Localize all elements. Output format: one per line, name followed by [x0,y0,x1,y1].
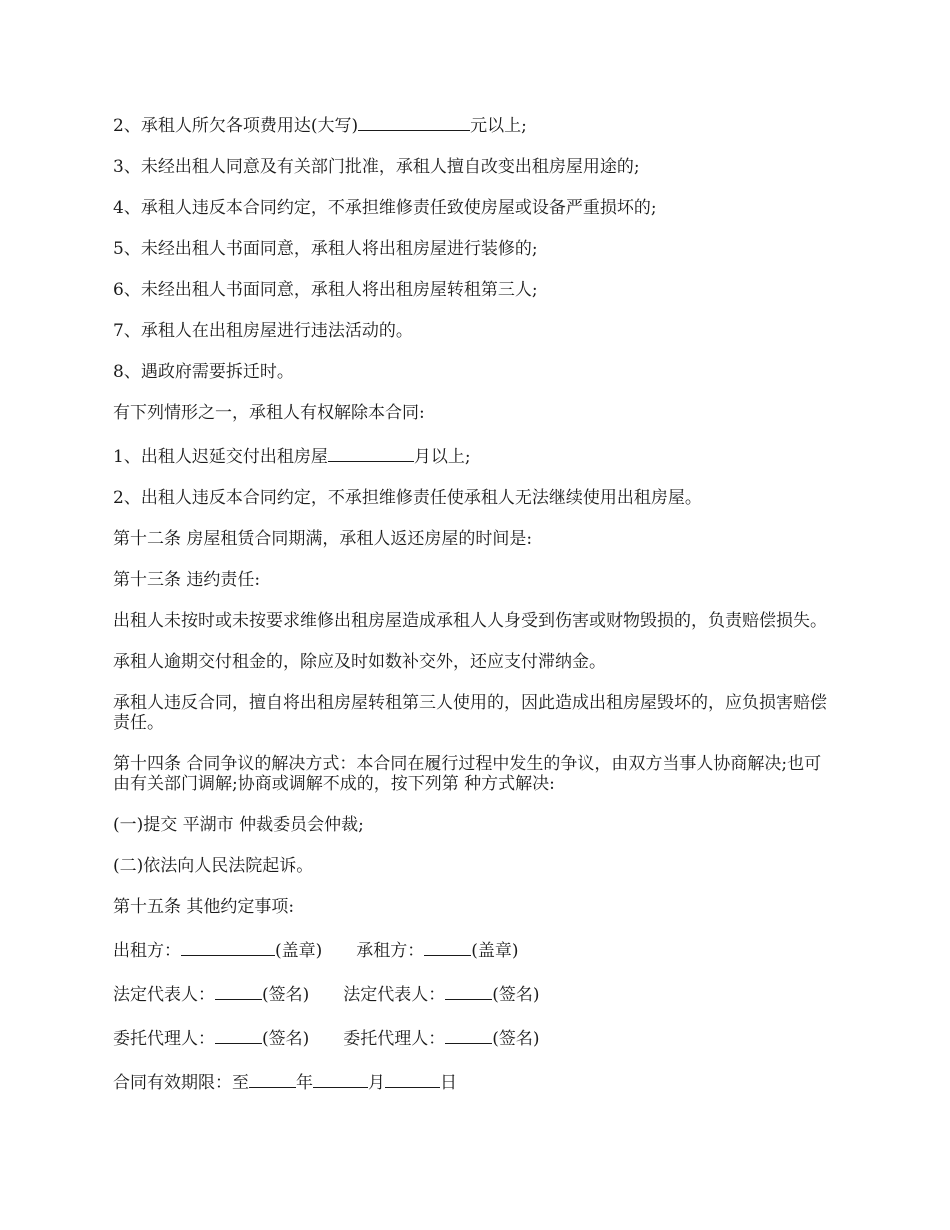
dispute-option-2: (二)依法向人民法院起诉。 [113,856,314,876]
clause-text: 1、出租人迟延交付出租房屋 [113,447,328,467]
lessor-seal-field[interactable] [181,938,275,956]
lessee-label: 承租方： [356,941,425,961]
clause-item-3: 3、未经出租人同意及有关部门批准，承租人擅自改变出租房屋用途的; [113,157,640,177]
article-12: 第十二条 房屋租赁合同期满，承租人返还房屋的时间是: [113,529,533,549]
clause-text: 2、承租人所欠各项费用达(大写) [113,116,359,136]
liability-paragraph-3: 承租人违反合同，擅自将出租房屋转租第三人使用的，因此造成出租房屋毁坏的，应负损害赔偿责任。 [113,693,827,733]
month-label: 月 [368,1073,385,1093]
lessee-termination-heading: 有下列情形之一，承租人有权解除本合同: [113,403,425,423]
agent-label: 委托代理人： [343,1029,446,1049]
sign-note: (签名) [492,1029,540,1049]
sign-note: (签名) [492,985,540,1005]
day-label: 日 [440,1073,457,1093]
clause-item-5: 5、未经出租人书面同意，承租人将出租房屋进行装修的; [113,239,538,259]
blank-months-field[interactable] [328,444,414,462]
sign-note: (签名) [262,985,310,1005]
party-signature-row [113,938,838,961]
lessee-clause-item-1 [113,444,838,467]
year-label: 年 [296,1073,313,1093]
article-15: 第十五条 其他约定事项: [113,897,295,917]
liability-paragraph-1: 出租人未按时或未按要求维修出租房屋造成承租人人身受到伤害或财物毁损的，负责赔偿损失。 [113,611,827,631]
month-field[interactable] [313,1070,368,1088]
legal-rep-label: 法定代表人： [113,985,215,1005]
seal-note: (盖章) [471,941,519,961]
clause-text: 元以上; [470,116,527,136]
legal-rep-label: 法定代表人： [343,985,446,1005]
day-field[interactable] [385,1070,440,1088]
legal-rep-sign-field[interactable] [445,982,492,1000]
validity-label: 合同有效期限：至 [113,1073,249,1093]
liability-paragraph-2: 承租人逾期交付租金的，除应及时如数补交外，还应支付滞纳金。 [113,652,606,672]
clause-item-6: 6、未经出租人书面同意，承租人将出租房屋转租第三人; [113,280,538,300]
contract-page [113,113,838,1114]
clause-text: 月以上; [413,447,471,467]
dispute-option-1: (一)提交 平湖市 仲裁委员会仲裁; [113,815,364,835]
seal-note: (盖章) [275,941,323,961]
legal-rep-row [113,982,838,1005]
clause-item-8: 8、遇政府需要拆迁时。 [113,362,294,382]
clause-item-2 [113,113,838,136]
agent-row [113,1026,838,1049]
agent-sign-field[interactable] [215,1026,262,1044]
article-13-heading: 第十三条 违约责任: [113,570,261,590]
clause-item-4: 4、承租人违反本合同约定，不承担维修责任致使房屋或设备严重损坏的; [113,198,657,218]
year-field[interactable] [249,1070,296,1088]
sign-note: (签名) [262,1029,310,1049]
legal-rep-sign-field[interactable] [215,982,262,1000]
clause-item-7: 7、承租人在出租房屋进行违法活动的。 [113,321,413,341]
agent-sign-field[interactable] [445,1026,492,1044]
lessor-label: 出租方： [113,941,181,961]
validity-row [113,1070,838,1093]
article-14: 第十四条 合同争议的解决方式：本合同在履行过程中发生的争议，由双方当事人协商解决;也可由有关部门调解;协商或调解不成的，按下列第 种方式解决: [113,754,822,794]
blank-amount-field[interactable] [358,113,470,131]
lessee-clause-item-2: 2、出租人违反本合同约定，不承担维修责任使承租人无法继续使用出租房屋。 [113,488,702,508]
agent-label: 委托代理人： [113,1029,215,1049]
lessee-seal-field[interactable] [424,938,471,956]
